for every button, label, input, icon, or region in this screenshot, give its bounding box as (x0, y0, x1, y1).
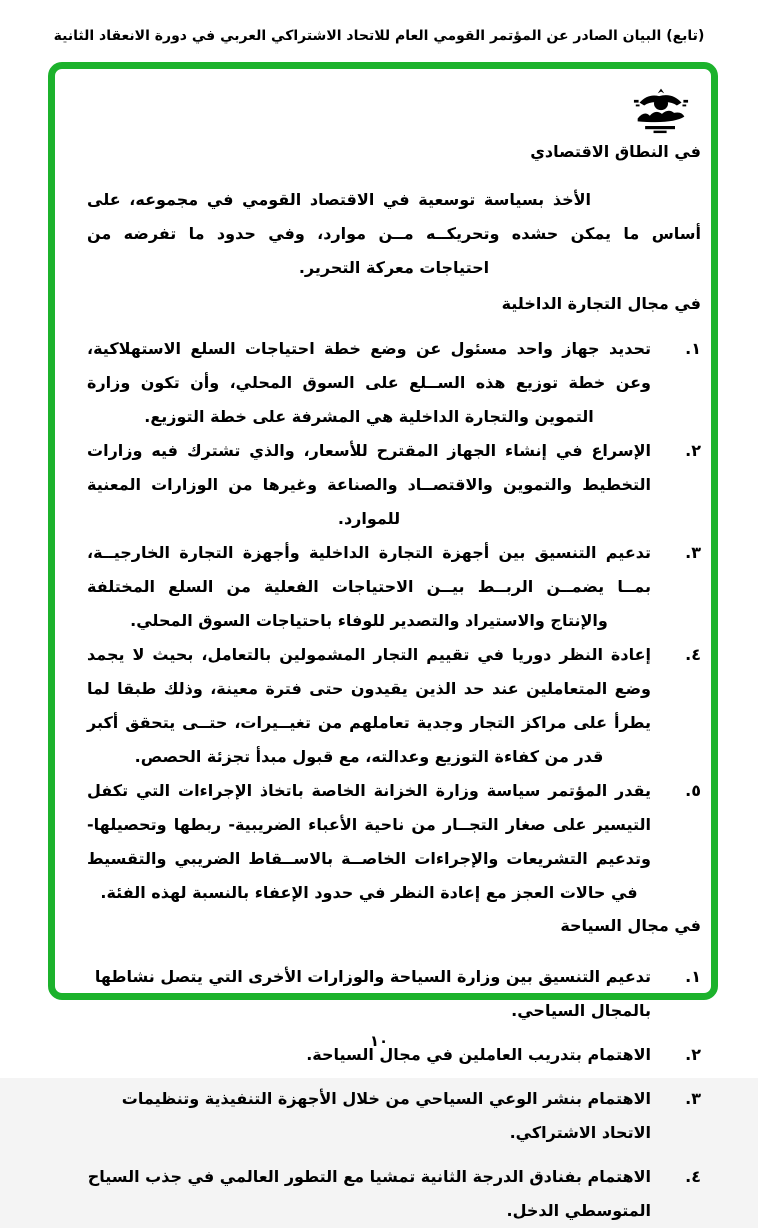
item-number: ٣. (685, 543, 701, 562)
item-text: إعادة النظر دوريا في تقييم التجار المشمولين بالتعامل، بحيث لا يجمد وضع المتعاملين عند حد الذين يقيدون حتى فترة معينة، وذلك طبقا لما يطرأ على مراكز التجار وجدية تعاملهم من تغيــيرات، حتــى يتحقق أكبر قدر من كفاءة التوزيع وعدالته، مع قبول مبدأ تجزئة الحصص. (87, 645, 651, 766)
item-text: الاهتمام بنشر الوعي السياحي من خلال الأجهزة التنفيذية وتنظيمات الاتحاد الاشتراكي. (121, 1089, 651, 1142)
item-number: ٢. (685, 1045, 701, 1064)
item-text: تحديد جهاز واحد مسئول عن وضع خطة احتياجات السلع الاستهلاكية، وعن خطة توزيع هذه الســلع على السوق المحلي، وأن تكون وزارة التموين والتجارة الداخلية هي المشرفة على خطة التوزيع. (87, 339, 651, 426)
list-item (87, 1160, 701, 1228)
item-number: ٣. (685, 1089, 701, 1108)
internal-trade-list (87, 332, 701, 910)
list-item (87, 332, 701, 434)
list-item (87, 960, 701, 1028)
section-heading-tourism: في مجال السياحة (560, 916, 701, 935)
item-number: ٤. (685, 1167, 701, 1186)
document-header-title: (تابع) البيان الصادر عن المؤتمر القومي العام للاتحاد الاشتراكي العربي في دورة الانعقاد الثانية (53, 28, 705, 44)
list-item (87, 536, 701, 638)
tourism-list (87, 960, 701, 1228)
item-number: ٤. (685, 645, 701, 664)
section-heading-economic: في النطاق الاقتصادي (530, 142, 701, 161)
list-item (87, 1082, 701, 1150)
section-heading-internal-trade: في مجال التجارة الداخلية (501, 294, 701, 313)
item-number: ١. (685, 967, 701, 986)
economic-intro-paragraph: الأخذ بسياسة توسعية في الاقتصاد القومي في مجموعه، على أساس ما يمكن حشده وتحريكــه مــن موارد، وفي حدود ما تفرضه من احتياجات معركة التحرير. (87, 190, 701, 277)
item-text: الإسراع في إنشاء الجهاز المقترح للأسعار، والذي تشترك فيه وزارات التخطيط والتموين والاقتصــاد والصناعة وغيرها من الوزارات المعنية للموارد. (87, 441, 651, 528)
item-text: الاهتمام بتدريب العاملين في مجال السياحة. (306, 1045, 651, 1064)
list-item (87, 434, 701, 536)
emblem-stamp-icon (633, 87, 689, 137)
page-number: ١٠ (369, 1032, 389, 1050)
list-item (87, 638, 701, 774)
list-item (87, 774, 701, 910)
item-number: ١. (685, 339, 701, 358)
item-text: الاهتمام بفنادق الدرجة الثانية تمشيا مع التطور العالمي في جذب السياح المتوسطي الدخل. (87, 1167, 651, 1220)
item-number: ٢. (685, 441, 701, 460)
item-text: تدعيم التنسيق بين أجهزة التجارة الداخلية وأجهزة التجارة الخارجيــة، بمــا يضمــن الربــط بيــن الاحتياجات الفعلية من السلع المختلفة والإنتاج والاستيراد والتصدير للوفاء باحتياجات السوق المحلي. (87, 543, 651, 630)
item-number: ٥. (685, 781, 701, 800)
item-text: يقدر المؤتمر سياسة وزارة الخزانة الخاصة باتخاذ الإجراءات التي تكفل التيسير على صغار التجــار من ناحية الأعباء الضريبية- ربطها وتحصيلها- وتدعيم التشريعات والإجراءات الخاصــة بالاســقاط الضريبي والتقسيط في حالات العجز مع إعادة النظر في حدود الإعفاء بالنسبة لهذه الفئة. (87, 781, 651, 902)
item-text: تدعيم التنسيق بين وزارة السياحة والوزارات الأخرى التي يتصل نشاطها بالمجال السياحي. (94, 967, 651, 1020)
